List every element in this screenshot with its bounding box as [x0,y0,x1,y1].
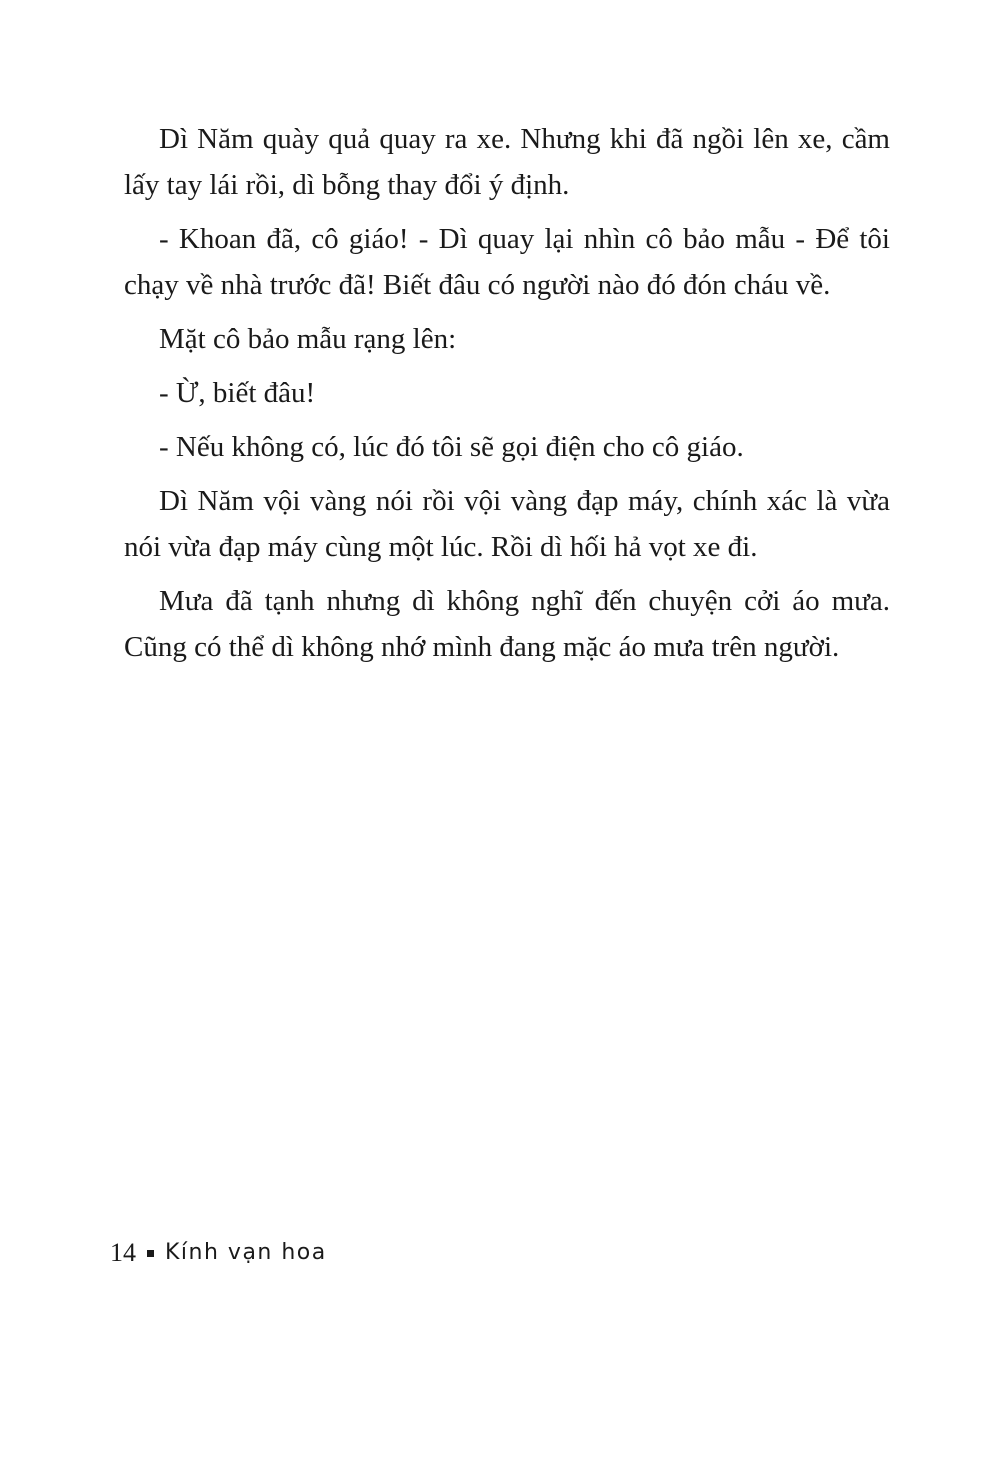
page-footer [110,1238,327,1268]
body-text [124,116,890,678]
page-number: 14 [110,1238,136,1267]
paragraph-5: - Nếu không có, lúc đó tôi sẽ gọi điện cho cô giáo. [159,431,744,463]
paragraph-7: Mưa đã tạnh nhưng dì không nghĩ đến chuyện cởi áo mưa. Cũng có thể dì không nhớ mình đang mặc áo mưa trên người. [124,585,890,663]
paragraph-6: Dì Năm vội vàng nói rồi vội vàng đạp máy, chính xác là vừa nói vừa đạp máy cùng một lúc. Rồi dì hối hả vọt xe đi. [124,485,890,563]
book-title: Kính vạn hoa [165,1240,327,1265]
paragraph-1: Dì Năm quày quả quay ra xe. Nhưng khi đã ngồi lên xe, cầm lấy tay lái rồi, dì bỗng thay đổi ý định. [124,123,890,201]
paragraph-3: Mặt cô bảo mẫu rạng lên: [159,323,457,355]
paragraph-2: - Khoan đã, cô giáo! - Dì quay lại nhìn cô bảo mẫu - Để tôi chạy về nhà trước đã! Biết đâu có người nào đó đón cháu về. [124,223,890,301]
paragraph-4: - Ừ, biết đâu! [159,377,316,409]
square-bullet-icon [147,1250,154,1257]
